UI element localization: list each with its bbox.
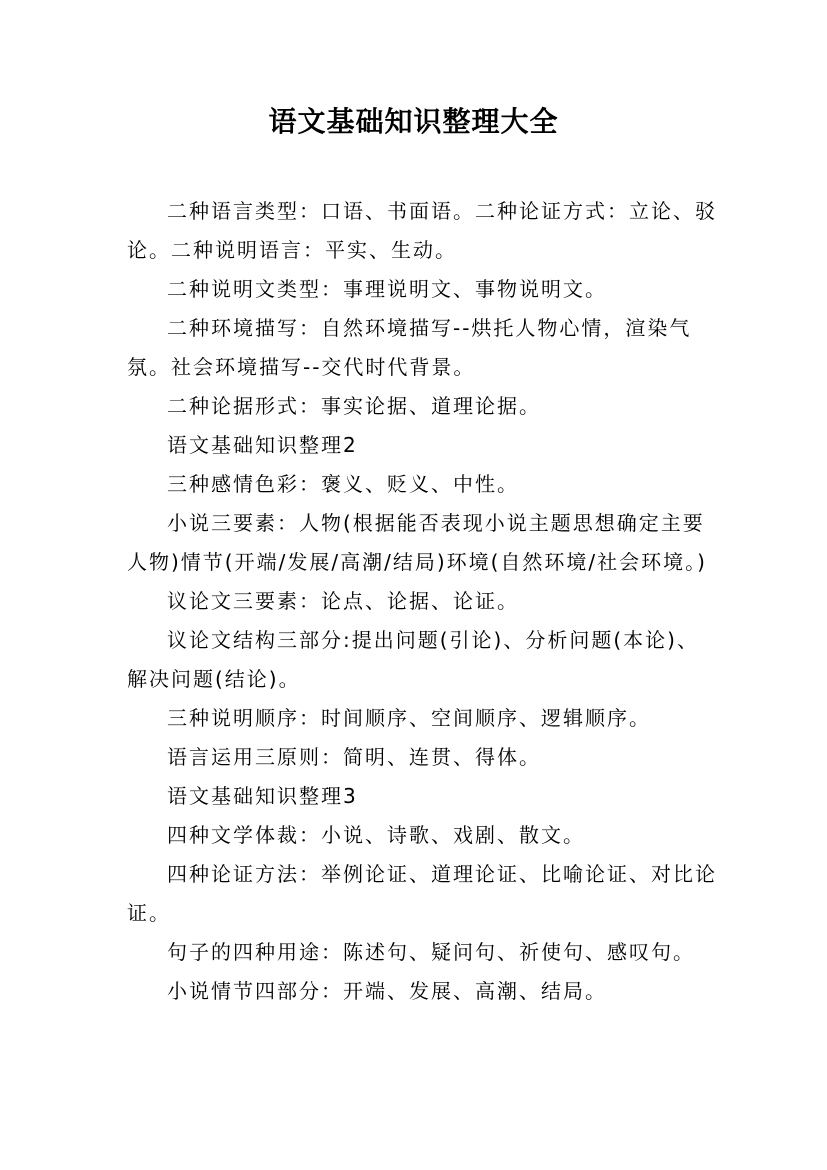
paragraph-10: 三种说明顺序：时间顺序、空间顺序、逻辑顺序。 xyxy=(167,706,651,730)
paragraph-15: 句子的四种用途：陈述句、疑问句、祈使句、感叹句。 xyxy=(167,940,695,964)
paragraph-8: 议论文三要素：论点、论据、论证。 xyxy=(167,589,519,613)
document-title: 语文基础知识整理大全 xyxy=(268,105,559,138)
document-body xyxy=(127,192,717,1011)
paragraph-13: 四种文学体裁：小说、诗歌、戏剧、散文。 xyxy=(167,823,585,847)
paragraph-14: 四种论证方法：举例论证、道理论证、比喻论证、对比论证。 xyxy=(127,862,717,925)
section-heading-2: 语文基础知识整理2 xyxy=(167,433,358,457)
paragraph-11: 语言运用三原则：简明、连贯、得体。 xyxy=(167,745,541,769)
paragraph-4: 二种论据形式：事实论据、道理论据。 xyxy=(167,394,541,418)
paragraph-1: 二种语言类型：口语、书面语。二种论证方式：立论、驳论。二种说明语言：平实、生动。 xyxy=(127,199,717,262)
paragraph-2: 二种说明文类型：事理说明文、事物说明文。 xyxy=(167,277,607,301)
paragraph-16: 小说情节四部分：开端、发展、高潮、结局。 xyxy=(167,979,607,1003)
section-heading-3: 语文基础知识整理3 xyxy=(167,784,358,808)
paragraph-9: 议论文结构三部分:提出问题(引论)、分析问题(本论)、解决问题(结论)。 xyxy=(127,628,699,691)
paragraph-3: 二种环境描写：自然环境描写--烘托人物心情，渲染气氛。社会环境描写--交代时代背景。 xyxy=(127,316,692,379)
paragraph-6: 三种感情色彩：褒义、贬义、中性。 xyxy=(167,472,519,496)
paragraph-7: 小说三要素：人物(根据能否表现小说主题思想确定主要人物)情节(开端/发展/高潮/结局)环境(自然环境/社会环境。) xyxy=(127,511,707,574)
